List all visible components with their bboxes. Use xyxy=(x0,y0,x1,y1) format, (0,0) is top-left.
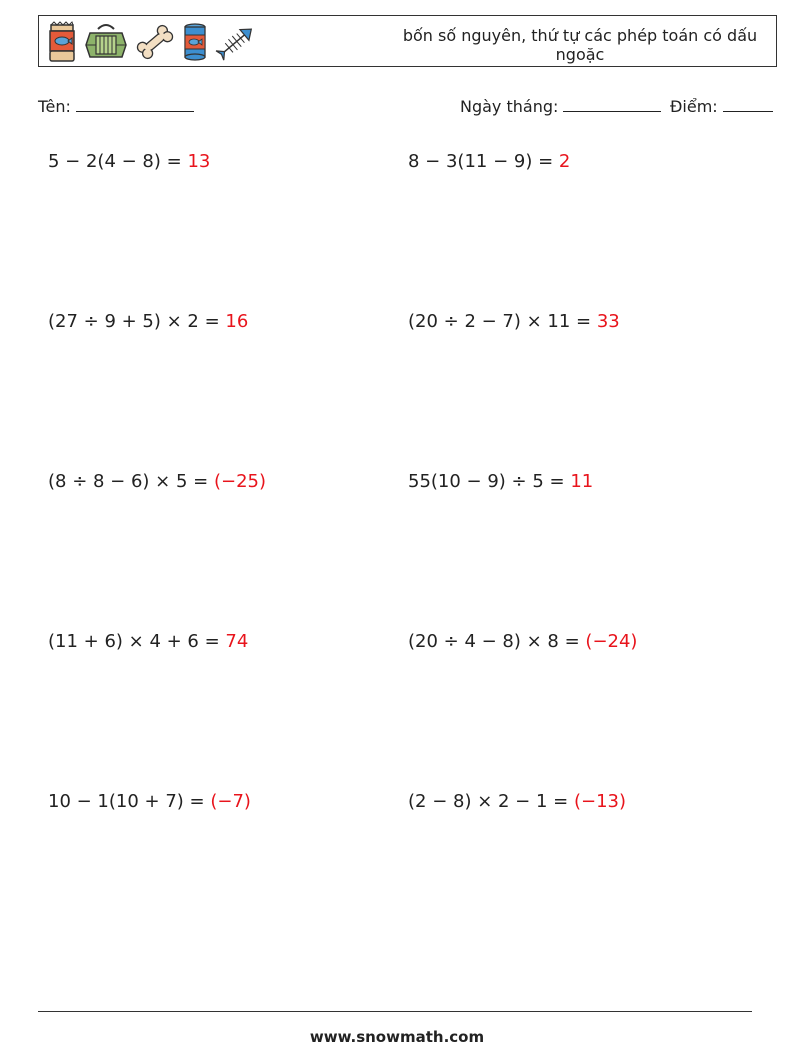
problem-expression: 55(10 − 9) ÷ 5 = xyxy=(408,471,571,492)
title-line-2: ngoặc xyxy=(555,45,605,64)
problem-expression: (11 + 6) × 4 + 6 = xyxy=(48,631,226,652)
problem-answer: 74 xyxy=(225,631,249,652)
problem-5 xyxy=(48,471,266,492)
problem-7 xyxy=(48,631,248,652)
problem-expression: (20 ÷ 2 − 7) × 11 = xyxy=(408,311,597,332)
footer-divider xyxy=(38,1011,752,1012)
problem-answer: (−24) xyxy=(585,631,638,652)
problem-expression: 8 − 3(11 − 9) = xyxy=(408,151,559,172)
problem-answer: 33 xyxy=(596,311,620,332)
problem-answer: (−25) xyxy=(213,471,266,492)
problem-8 xyxy=(408,631,637,652)
problem-expression: (8 ÷ 8 − 6) × 5 = xyxy=(48,471,214,492)
date-field[interactable] xyxy=(460,95,661,116)
problem-4 xyxy=(408,311,620,332)
name-blank[interactable] xyxy=(76,95,194,112)
problem-answer: 13 xyxy=(187,151,211,172)
worksheet-header xyxy=(38,15,777,67)
problem-answer: 11 xyxy=(570,471,594,492)
problem-expression: (27 ÷ 9 + 5) × 2 = xyxy=(48,311,226,332)
problem-3 xyxy=(48,311,248,332)
problem-answer: 16 xyxy=(225,311,249,332)
fish-can-icon xyxy=(182,21,208,63)
problem-expression: 5 − 2(4 − 8) = xyxy=(48,151,188,172)
footer-site-link[interactable]: www.snowmath.com xyxy=(309,1028,485,1046)
problem-expression: (2 − 8) × 2 − 1 = xyxy=(408,791,574,812)
score-blank[interactable] xyxy=(723,95,773,112)
score-field[interactable] xyxy=(670,95,773,116)
name-field[interactable] xyxy=(38,95,194,116)
problem-2 xyxy=(408,151,570,172)
date-label: Ngày tháng: xyxy=(460,97,559,116)
problem-answer: (−7) xyxy=(210,791,251,812)
name-label: Tên: xyxy=(38,97,71,116)
bone-icon xyxy=(135,21,175,63)
problem-10 xyxy=(408,791,626,812)
score-label: Điểm: xyxy=(670,97,718,116)
worksheet-title xyxy=(400,26,760,64)
fish-food-bag-icon xyxy=(47,21,77,63)
problem-answer: (−13) xyxy=(573,791,626,812)
problem-expression: (20 ÷ 4 − 8) × 8 = xyxy=(408,631,586,652)
header-icons xyxy=(47,21,257,63)
problem-9 xyxy=(48,791,251,812)
problem-1 xyxy=(48,151,210,172)
date-blank[interactable] xyxy=(563,95,661,112)
pet-carrier-icon xyxy=(84,21,128,63)
fish-skeleton-icon xyxy=(215,21,257,63)
problem-answer: 2 xyxy=(558,151,571,172)
problem-expression: 10 − 1(10 + 7) = xyxy=(48,791,211,812)
problem-6 xyxy=(408,471,593,492)
title-line-1: bốn số nguyên, thứ tự các phép toán có dấu xyxy=(402,26,758,45)
